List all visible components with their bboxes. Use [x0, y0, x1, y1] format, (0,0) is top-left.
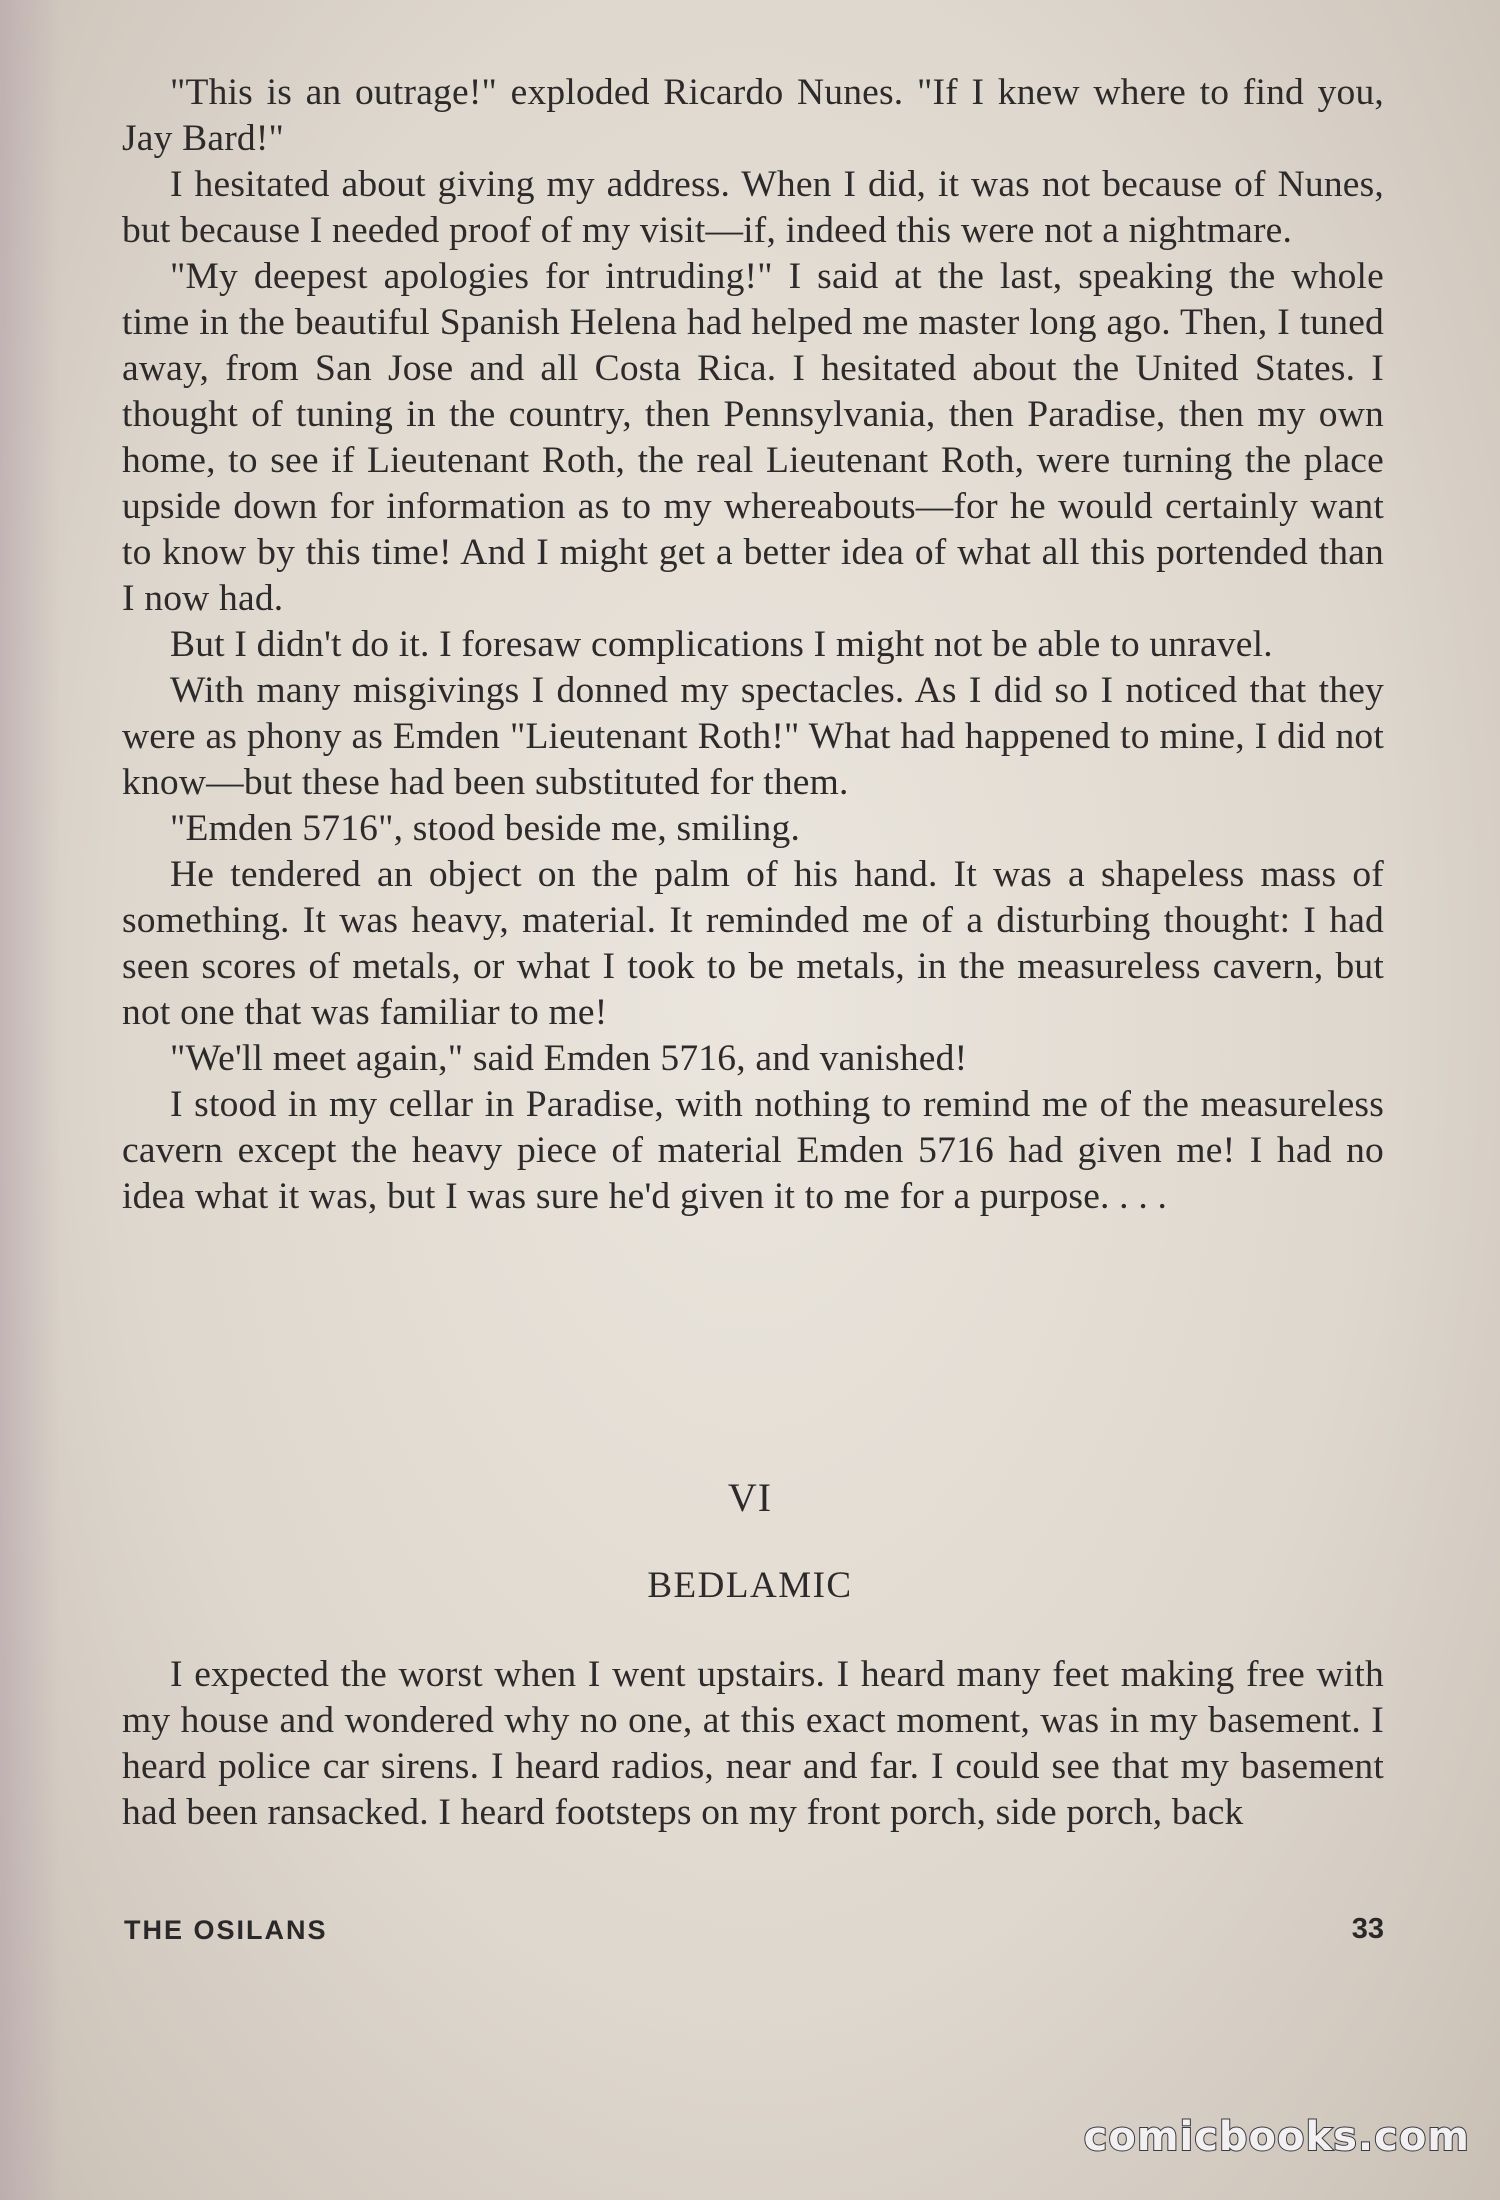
- paragraph: I hesitated about giving my address. When I did, it was not because of Nunes, but because I needed proof of my visit—if, indeed this were not a nightmare.: [122, 164, 1384, 251]
- chapter-title: BEDLAMIC: [647, 1565, 853, 1606]
- paragraph: I expected the worst when I went upstairs. I heard many feet making free with my house and wondered why no one, at this exact moment, was in my basement. I heard police car sirens. I heard radios, near and far. I could see that my basement had been ransacked. I heard footsteps on my front porch, side porch, back: [122, 1654, 1384, 1833]
- running-footer-title: THE OSILANS: [124, 1915, 328, 1945]
- paragraph: "My deepest apologies for intruding!" I said at the last, speaking the whole time in the beautiful Spanish Helena had helped me master long ago. Then, I tuned away, from San Jose and all Costa Rica. I hesitated about the United States. I thought of tuning in the country, then Pennsylvania, then Paradise, then my own home, to see if Lieutenant Roth, the real Lieutenant Roth, were turning the place upside down for information as to my whereabouts—for he would certainly want to know by this time! And I might get a better idea of what all this portended than I now had.: [122, 256, 1384, 619]
- paragraph: "We'll meet again," said Emden 5716, and vanished!: [170, 1038, 968, 1079]
- body-text-top: [122, 70, 1384, 1220]
- paragraph: "This is an outrage!" exploded Ricardo Nunes. "If I knew where to find you, Jay Bard!": [122, 72, 1384, 159]
- chapter-number: VI: [727, 1475, 773, 1520]
- paragraph: With many misgivings I donned my spectacles. As I did so I noticed that they were as phony as Emden "Lieutenant Roth!" What had happened to mine, I did not know—but these had been substituted for them.: [122, 670, 1384, 803]
- body-text-bottom: [122, 1652, 1384, 1836]
- page-number: 33: [1351, 1913, 1384, 1945]
- paragraph: I stood in my cellar in Paradise, with nothing to remind me of the measureless cavern except the heavy piece of material Emden 5716 had given me! I had no idea what it was, but I was sure he'd given it to me for a purpose. . . .: [122, 1084, 1384, 1217]
- paragraph: But I didn't do it. I foresaw complications I might not be able to unravel.: [170, 624, 1273, 665]
- page-gutter-shadow: [0, 0, 60, 2200]
- site-watermark: comicbooks.com: [1083, 2114, 1470, 2160]
- paragraph: "Emden 5716", stood beside me, smiling.: [170, 808, 801, 849]
- paragraph: He tendered an object on the palm of his hand. It was a shapeless mass of something. It was heavy, material. It reminded me of a disturbing thought: I had seen scores of metals, or what I took to be metals, in the measureless cavern, but not one that was familiar to me!: [122, 854, 1384, 1033]
